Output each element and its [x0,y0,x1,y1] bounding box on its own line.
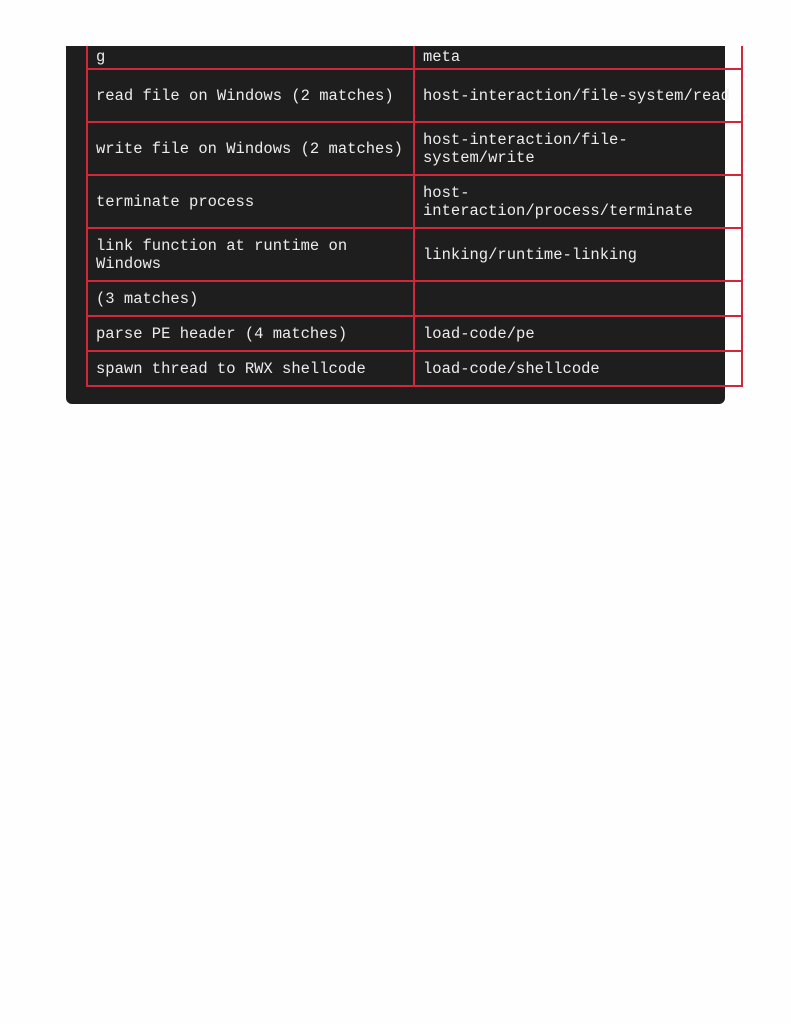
namespace-cell: linking/runtime-linking [414,228,742,281]
namespace-cell: host-interaction/file-system/read [414,69,742,122]
table-row [87,351,742,386]
namespace-text: meta [423,48,461,66]
capability-cell: spawn thread to RWX shellcode [87,351,414,386]
namespace-cell: host-interaction/file-system/write [414,122,742,175]
table-row [87,316,742,351]
capability-cell: terminate process [87,175,414,228]
table-row [87,281,742,316]
namespace-cell [414,281,742,316]
namespace-cell: load-code/pe [414,316,742,351]
table-row [87,228,742,281]
namespace-cell: host-interaction/process/terminate [414,175,742,228]
capability-cell: write file on Windows (2 matches) [87,122,414,175]
capability-cell: link function at runtime on Windows [87,228,414,281]
code-output-panel [66,46,730,404]
table-row [87,46,742,69]
namespace-cell [414,46,742,69]
capability-cell: parse PE header (4 matches) [87,316,414,351]
capability-cell [87,46,414,69]
capability-text: g [96,48,106,66]
capability-cell: read file on Windows (2 matches) [87,69,414,122]
table-row [87,175,742,228]
table-row [87,122,742,175]
table-row [87,69,742,122]
capabilities-table [86,46,743,387]
capability-cell: (3 matches) [87,281,414,316]
namespace-cell: load-code/shellcode [414,351,742,386]
